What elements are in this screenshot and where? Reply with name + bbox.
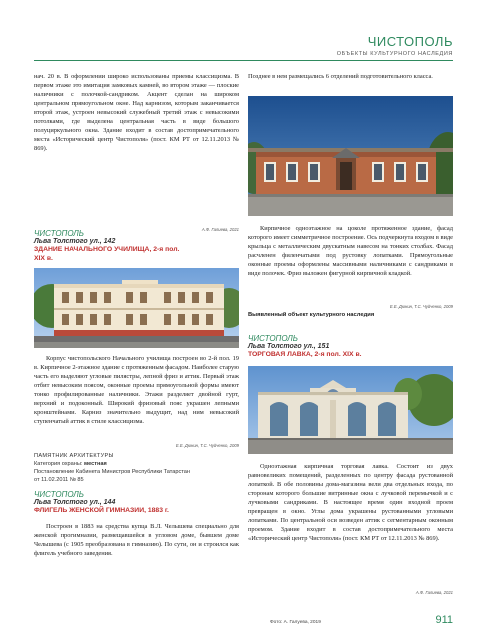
photo-credit-3: Е.Е. Дюнин, Т.С. Чуйченко, 2009 xyxy=(389,304,453,309)
object-heading-1 xyxy=(34,229,184,263)
protection-category xyxy=(34,460,239,468)
object-title: ЗДАНИЕ НАЧАЛЬНОГО УЧИЛИЩА, 2-я пол. XIX в. xyxy=(34,246,180,262)
object-address: Льва Толстого ул., 151 xyxy=(248,343,330,350)
object-heading-2 xyxy=(34,490,239,515)
right-paragraph-3 xyxy=(248,462,453,543)
left-paragraph-1 xyxy=(34,72,239,153)
protection-value: местная xyxy=(84,461,107,467)
decree-line-2: от 11.02.2011 № 85 xyxy=(34,477,84,483)
footer-photo-credit: Фото: А. Галуева, 2019 xyxy=(270,620,321,625)
running-header-subtitle: ОБЪЕКТЫ КУЛЬТУРНОГО НАСЛЕДИЯ xyxy=(336,51,453,57)
trading-shop-image xyxy=(248,366,453,454)
gymnasium-wing-image xyxy=(248,96,453,216)
object-city: ЧИСТОПОЛЬ xyxy=(248,334,298,343)
object-heading-3 xyxy=(248,334,453,359)
left-paragraph-3 xyxy=(34,522,239,558)
object-title: ТОРГОВАЯ ЛАВКА, 2-я пол. XIX в. xyxy=(248,351,362,358)
protection-label: Категория охраны: xyxy=(34,461,83,467)
object-address: Льва Толстого ул., 144 xyxy=(34,499,116,506)
left-paragraph-3-text: Построен в 1883 на средства купца В.Л. Челышева специально для женской прогимназии, размещавшейся в угловом доме, бывшем доме Челышева (с 1905 преобразована в гимназию). По сути, он и строился как флигель учебного заведения. xyxy=(34,523,239,557)
right-paragraph-3-text: Одноэтажная кирпичная торговая лавка. Состоит из двух равновеликих помещений, разделенных по центру фасада рустованной лопаткой. В обе половины дома-магазина вели два отдельных входа, по сторонам которого большие витринные окна с лучковой перемычкой и с лучковыми сандриками. В настоящее время один входной проем превращен в окно. Углы дома украшены рустованными угловыми лопатками. По центральной оси возведен аттик с сегментарным оконным проемом. Здание входит в состав достопримечательного места «Исторический центр Чистополя» (пост. КМ РТ от 12.11.2013 № 869). xyxy=(248,463,453,542)
running-header-title: ЧИСТОПОЛЬ xyxy=(367,34,453,49)
right-paragraph-2 xyxy=(248,224,453,278)
object-category: Выявленный объект культурного наследия xyxy=(248,312,375,318)
photo-credit-2: Е.Е. Дюнин, Т.С. Чуйченко, 2009 xyxy=(175,443,239,448)
object-address: Льва Толстого ул., 142 xyxy=(34,238,116,245)
object-title: ФЛИГЕЛЬ ЖЕНСКОЙ ГИМНАЗИИ, 1883 г. xyxy=(34,507,169,514)
decree-line-1: Постановление Кабинета Министров Республики Татарстан xyxy=(34,469,190,475)
right-paragraph-1 xyxy=(248,72,453,81)
header-rule xyxy=(34,60,453,61)
monument-kind: ПАМЯТНИК АРХИТЕКТУРЫ xyxy=(34,453,114,459)
page-number: 911 xyxy=(435,614,453,626)
photo-credit-1: А.Ф. Галиева, 2021 xyxy=(201,227,239,232)
left-paragraph-2-text: Корпус чистопольского Начального училища построен во 2-й пол. 19 в. Кирпичное 2-этажное здание с протяженным фасадом. Наиболее старую часть его выделяют угловые пилястры, лепной фриз и аттик. Первый этаж отбит невысоким поясом, оконные проемы прямоугольной формы имеют тонко профилированные наличники. Этажи разделяет двойной гурт, верхний и подоконный. Широкий фризовый пояс украшен лепными кронштейнами. Карниз значительно выдущит, над ним невысокий ступенчатый аттик в стиле классицизма. xyxy=(34,355,239,425)
photo-credit-4: А.Ф. Галиева, 2021 xyxy=(415,590,453,595)
photo-trading-shop xyxy=(248,366,453,454)
object-city: ЧИСТОПОЛЬ xyxy=(34,229,84,238)
photo-gymnasium-wing xyxy=(248,96,453,216)
left-paragraph-1-text: нач. 20 в. В оформлении широко использованы приемы классицизма. В первом этаже это имитация замковых камней, во втором этаже — плоские наличники с полочкой-сандриком. Акцент сделан на широком центральном прямоугольном окне. Над карнизом, которым заканчивается второй этаж, устроен невысокий служебный третий этаж с невысокими потолками, где выделена центральная часть в виде большого полуциркульного окна. Здание входит в состав достопримечательного места «Исторический центр Чистополя» (пост. КМ РТ от 12.11.2013 № 869). xyxy=(34,73,239,152)
photo-school-building xyxy=(34,268,239,348)
left-paragraph-2 xyxy=(34,354,239,426)
right-paragraph-1-text: Позднее в нем размещались 6 отделений подготовительного класса. xyxy=(248,73,433,80)
object-city: ЧИСТОПОЛЬ xyxy=(34,490,84,499)
school-building-image xyxy=(34,268,239,348)
right-paragraph-2-text: Кирпичное одноэтажное на цоколе протяженное здание, фасад которого имеет симметричное построение. Ось подчеркнута входом в виде крыльца с металлическим двускатным навесом на тонких столбах. Фасад расчленен филенчатыми под рустовку лопатками. Прямоугольные оконные проемы оформлены массивными наличниками с сандриками в виде полочек. Фриз выложен фигурной кирпичной кладкой. xyxy=(248,225,453,277)
monument-meta xyxy=(34,452,239,484)
